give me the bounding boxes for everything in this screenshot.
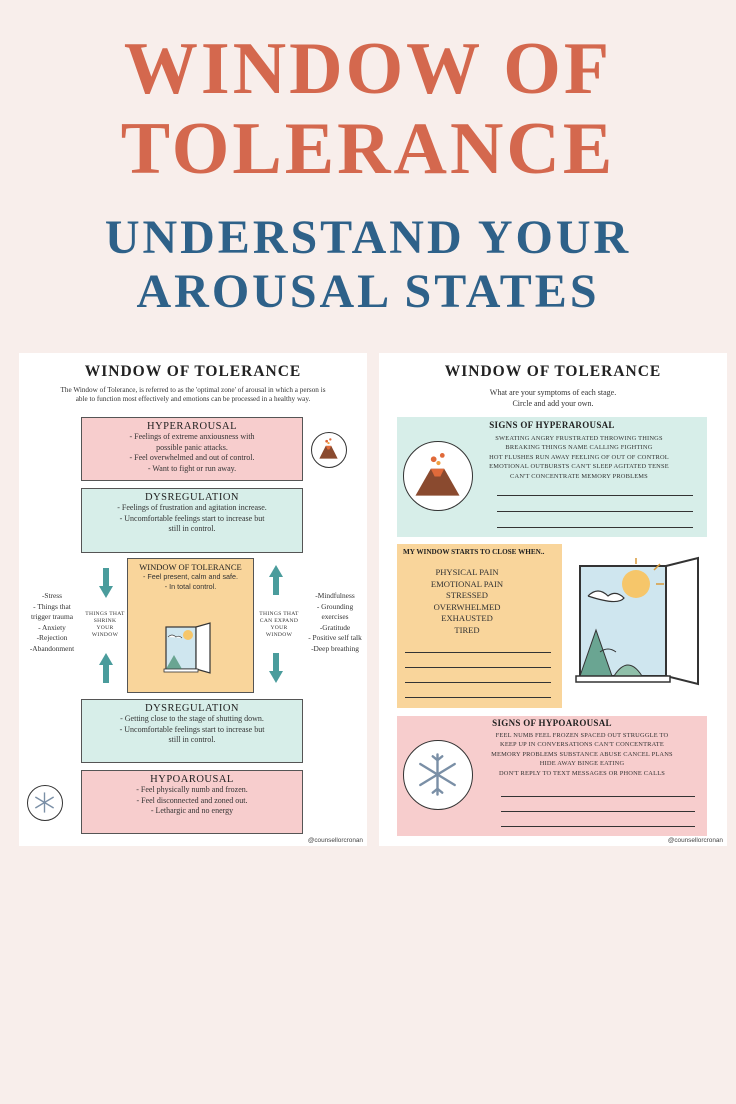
snowflake-icon bbox=[27, 785, 63, 821]
write-in-line[interactable] bbox=[405, 697, 551, 698]
window-of-tolerance-box bbox=[127, 558, 254, 693]
right-card-intro bbox=[379, 387, 727, 409]
symptom-line[interactable]: CAN'T CONCENTRATE MEMORY PROBLEMS bbox=[510, 472, 648, 480]
hero-title-line2: TOLERANCE bbox=[120, 108, 616, 190]
hero-title-line1: WINDOW OF bbox=[123, 28, 613, 110]
intro-line: Circle and add your own. bbox=[512, 399, 594, 408]
band-line: - Uncomfortable feelings start to increase but bbox=[119, 724, 265, 734]
list-item[interactable]: TIRED bbox=[454, 624, 480, 635]
dysregulation-top-band bbox=[81, 488, 303, 553]
window-closing-panel bbox=[397, 544, 562, 708]
band-line: - Feel overwhelmed and out of control. bbox=[129, 453, 255, 462]
intro-line: What are your symptoms of each stage. bbox=[489, 388, 617, 397]
symptom-line[interactable]: DON'T REPLY TO TEXT MESSAGES OR PHONE CALLS bbox=[498, 769, 666, 777]
list-item: -Stress bbox=[41, 591, 63, 600]
band-line: - Feel disconnected and zoned out. bbox=[136, 795, 248, 805]
symptom-line[interactable]: HOT FLUSHES RUN AWAY FEELING OF OUT OF CONTROL bbox=[489, 453, 669, 461]
hyperarousal-symptoms bbox=[457, 434, 701, 481]
band-line: - Feelings of frustration and agitation increase. bbox=[117, 503, 267, 512]
hypoarousal-band bbox=[81, 770, 303, 834]
hypoarousal-title: HYPOAROUSAL bbox=[150, 774, 234, 785]
write-in-line[interactable] bbox=[501, 826, 695, 827]
panel-title: SIGNS OF HYPOAROUSAL bbox=[492, 718, 612, 728]
band-line: possible panic attacks. bbox=[156, 442, 228, 452]
write-in-line[interactable] bbox=[405, 667, 551, 668]
open-window-icon bbox=[574, 556, 714, 696]
label-line: YOUR bbox=[270, 625, 288, 631]
list-item: - Grounding bbox=[316, 601, 354, 611]
list-item: -Gratitude bbox=[319, 622, 351, 632]
band-line: - Feelings of extreme anxiousness with bbox=[129, 432, 255, 441]
dysregulation-title: DYSREGULATION bbox=[145, 492, 239, 503]
list-item[interactable]: STRESSED bbox=[445, 590, 489, 600]
right-card-title: WINDOW OF TOLERANCE bbox=[444, 363, 662, 380]
band-line: - Feel physically numb and frozen. bbox=[136, 785, 248, 794]
band-line: - Want to fight or run away. bbox=[147, 463, 237, 473]
window-of-tolerance-title: WINDOW OF TOLERANCE bbox=[139, 562, 242, 572]
arrow-up-icon bbox=[269, 565, 283, 595]
band-line: - In total control. bbox=[164, 582, 217, 591]
label-line: THINGS THAT bbox=[259, 611, 299, 617]
signs-of-hypoarousal-panel bbox=[397, 716, 707, 836]
symptom-line[interactable]: SWEATING ANGRY FRUSTRATED THROWING THINGS bbox=[495, 435, 663, 442]
label-line: SHRINK bbox=[93, 618, 117, 624]
panel-title: MY WINDOW STARTS TO CLOSE WHEN.. bbox=[403, 548, 545, 556]
left-card-title: WINDOW OF TOLERANCE bbox=[84, 363, 302, 380]
dysregulation-bottom-band bbox=[81, 699, 303, 763]
list-item: -Abandonment bbox=[29, 643, 75, 653]
expand-items-list bbox=[303, 591, 367, 654]
hypoarousal-symptoms bbox=[463, 731, 701, 778]
list-item: exercises bbox=[321, 612, 349, 621]
hero-subtitle-line2: AROUSAL STATES bbox=[136, 265, 600, 318]
band-line: still in control. bbox=[168, 735, 216, 744]
list-item[interactable]: EXHAUSTED bbox=[441, 613, 493, 623]
band-line: - Uncomfortable feelings start to increase but bbox=[119, 513, 265, 523]
label-line: THINGS THAT bbox=[85, 611, 125, 617]
signs-of-hyperarousal-panel bbox=[397, 417, 707, 537]
write-in-line[interactable] bbox=[405, 682, 551, 683]
list-item: -Mindfulness bbox=[315, 591, 355, 600]
list-item[interactable]: OVERWHELMED bbox=[433, 601, 501, 612]
open-window-icon bbox=[160, 619, 226, 685]
list-item: - Positive self talk bbox=[308, 633, 362, 642]
label-line: WINDOW bbox=[91, 632, 119, 638]
right-worksheet-card bbox=[379, 353, 727, 846]
panel-title: SIGNS OF HYPERAROUSAL bbox=[489, 420, 615, 430]
left-worksheet-card bbox=[19, 353, 367, 846]
write-in-line[interactable] bbox=[501, 811, 695, 812]
symptom-line[interactable]: KEEP UP IN CONVERSATIONS CAN'T CONCENTRATE bbox=[500, 741, 664, 749]
label-line: WINDOW bbox=[265, 632, 293, 638]
symptom-line[interactable]: FEEL NUMB FEEL FROZEN SPACED OUT STRUGGLE TO bbox=[495, 732, 669, 739]
list-item[interactable]: EMOTIONAL PAIN bbox=[430, 578, 504, 589]
label-line: YOUR bbox=[96, 625, 114, 631]
left-card-intro bbox=[37, 386, 349, 404]
intro-line: The Window of Tolerance, is referred to as the 'optimal zone' of arousal in which a person is bbox=[60, 386, 326, 394]
write-in-line[interactable] bbox=[501, 796, 695, 797]
arrow-up-icon bbox=[99, 653, 113, 683]
list-item: -Rejection bbox=[36, 633, 68, 642]
symptom-line[interactable]: EMOTIONAL OUTBURSTS CAN'T SLEEP AGITATED TENSE bbox=[489, 463, 669, 471]
list-item: trigger trauma bbox=[30, 612, 74, 621]
intro-line: able to function most effectively and emotions can be processed in a healthy way. bbox=[75, 395, 311, 403]
symptom-line[interactable]: HIDE AWAY BINGE EATING bbox=[539, 760, 625, 768]
hyperarousal-band bbox=[81, 417, 303, 481]
shrink-items-list bbox=[23, 591, 81, 654]
band-line: - Lethargic and no energy bbox=[150, 806, 234, 815]
list-item[interactable]: PHYSICAL PAIN bbox=[435, 567, 499, 577]
volcano-icon bbox=[311, 432, 347, 468]
symptom-line[interactable]: BREAKING THINGS NAME CALLING FIGHTING bbox=[505, 444, 653, 452]
label-line: CAN EXPAND bbox=[259, 618, 299, 624]
shrink-window-label bbox=[83, 611, 127, 639]
list-item: - Anxiety bbox=[38, 622, 66, 632]
write-in-line[interactable] bbox=[405, 652, 551, 653]
write-in-line[interactable] bbox=[497, 495, 693, 496]
band-line: still in control. bbox=[168, 524, 216, 533]
author-handle: @counsellorcronan bbox=[667, 837, 723, 844]
list-item: -Deep breathing bbox=[311, 643, 359, 653]
list-item: - Things that bbox=[33, 601, 71, 611]
hero-subtitle-line1: UNDERSTAND YOUR bbox=[104, 211, 632, 264]
band-line: - Feel present, calm and safe. bbox=[142, 572, 239, 581]
arrow-down-icon bbox=[269, 653, 283, 683]
band-line: - Getting close to the stage of shutting down. bbox=[120, 714, 264, 723]
write-in-line[interactable] bbox=[497, 511, 693, 512]
hyperarousal-title: HYPERAROUSAL bbox=[146, 421, 237, 432]
dysregulation-title: DYSREGULATION bbox=[145, 703, 239, 714]
expand-window-label bbox=[257, 611, 301, 639]
write-in-line[interactable] bbox=[497, 527, 693, 528]
arrow-down-icon bbox=[99, 568, 113, 598]
closing-triggers-list bbox=[397, 567, 537, 636]
author-handle: @counsellorcronan bbox=[307, 837, 363, 844]
symptom-line[interactable]: MEMORY PROBLEMS SUBSTANCE ABUSE CANCEL PLANS bbox=[491, 750, 673, 758]
